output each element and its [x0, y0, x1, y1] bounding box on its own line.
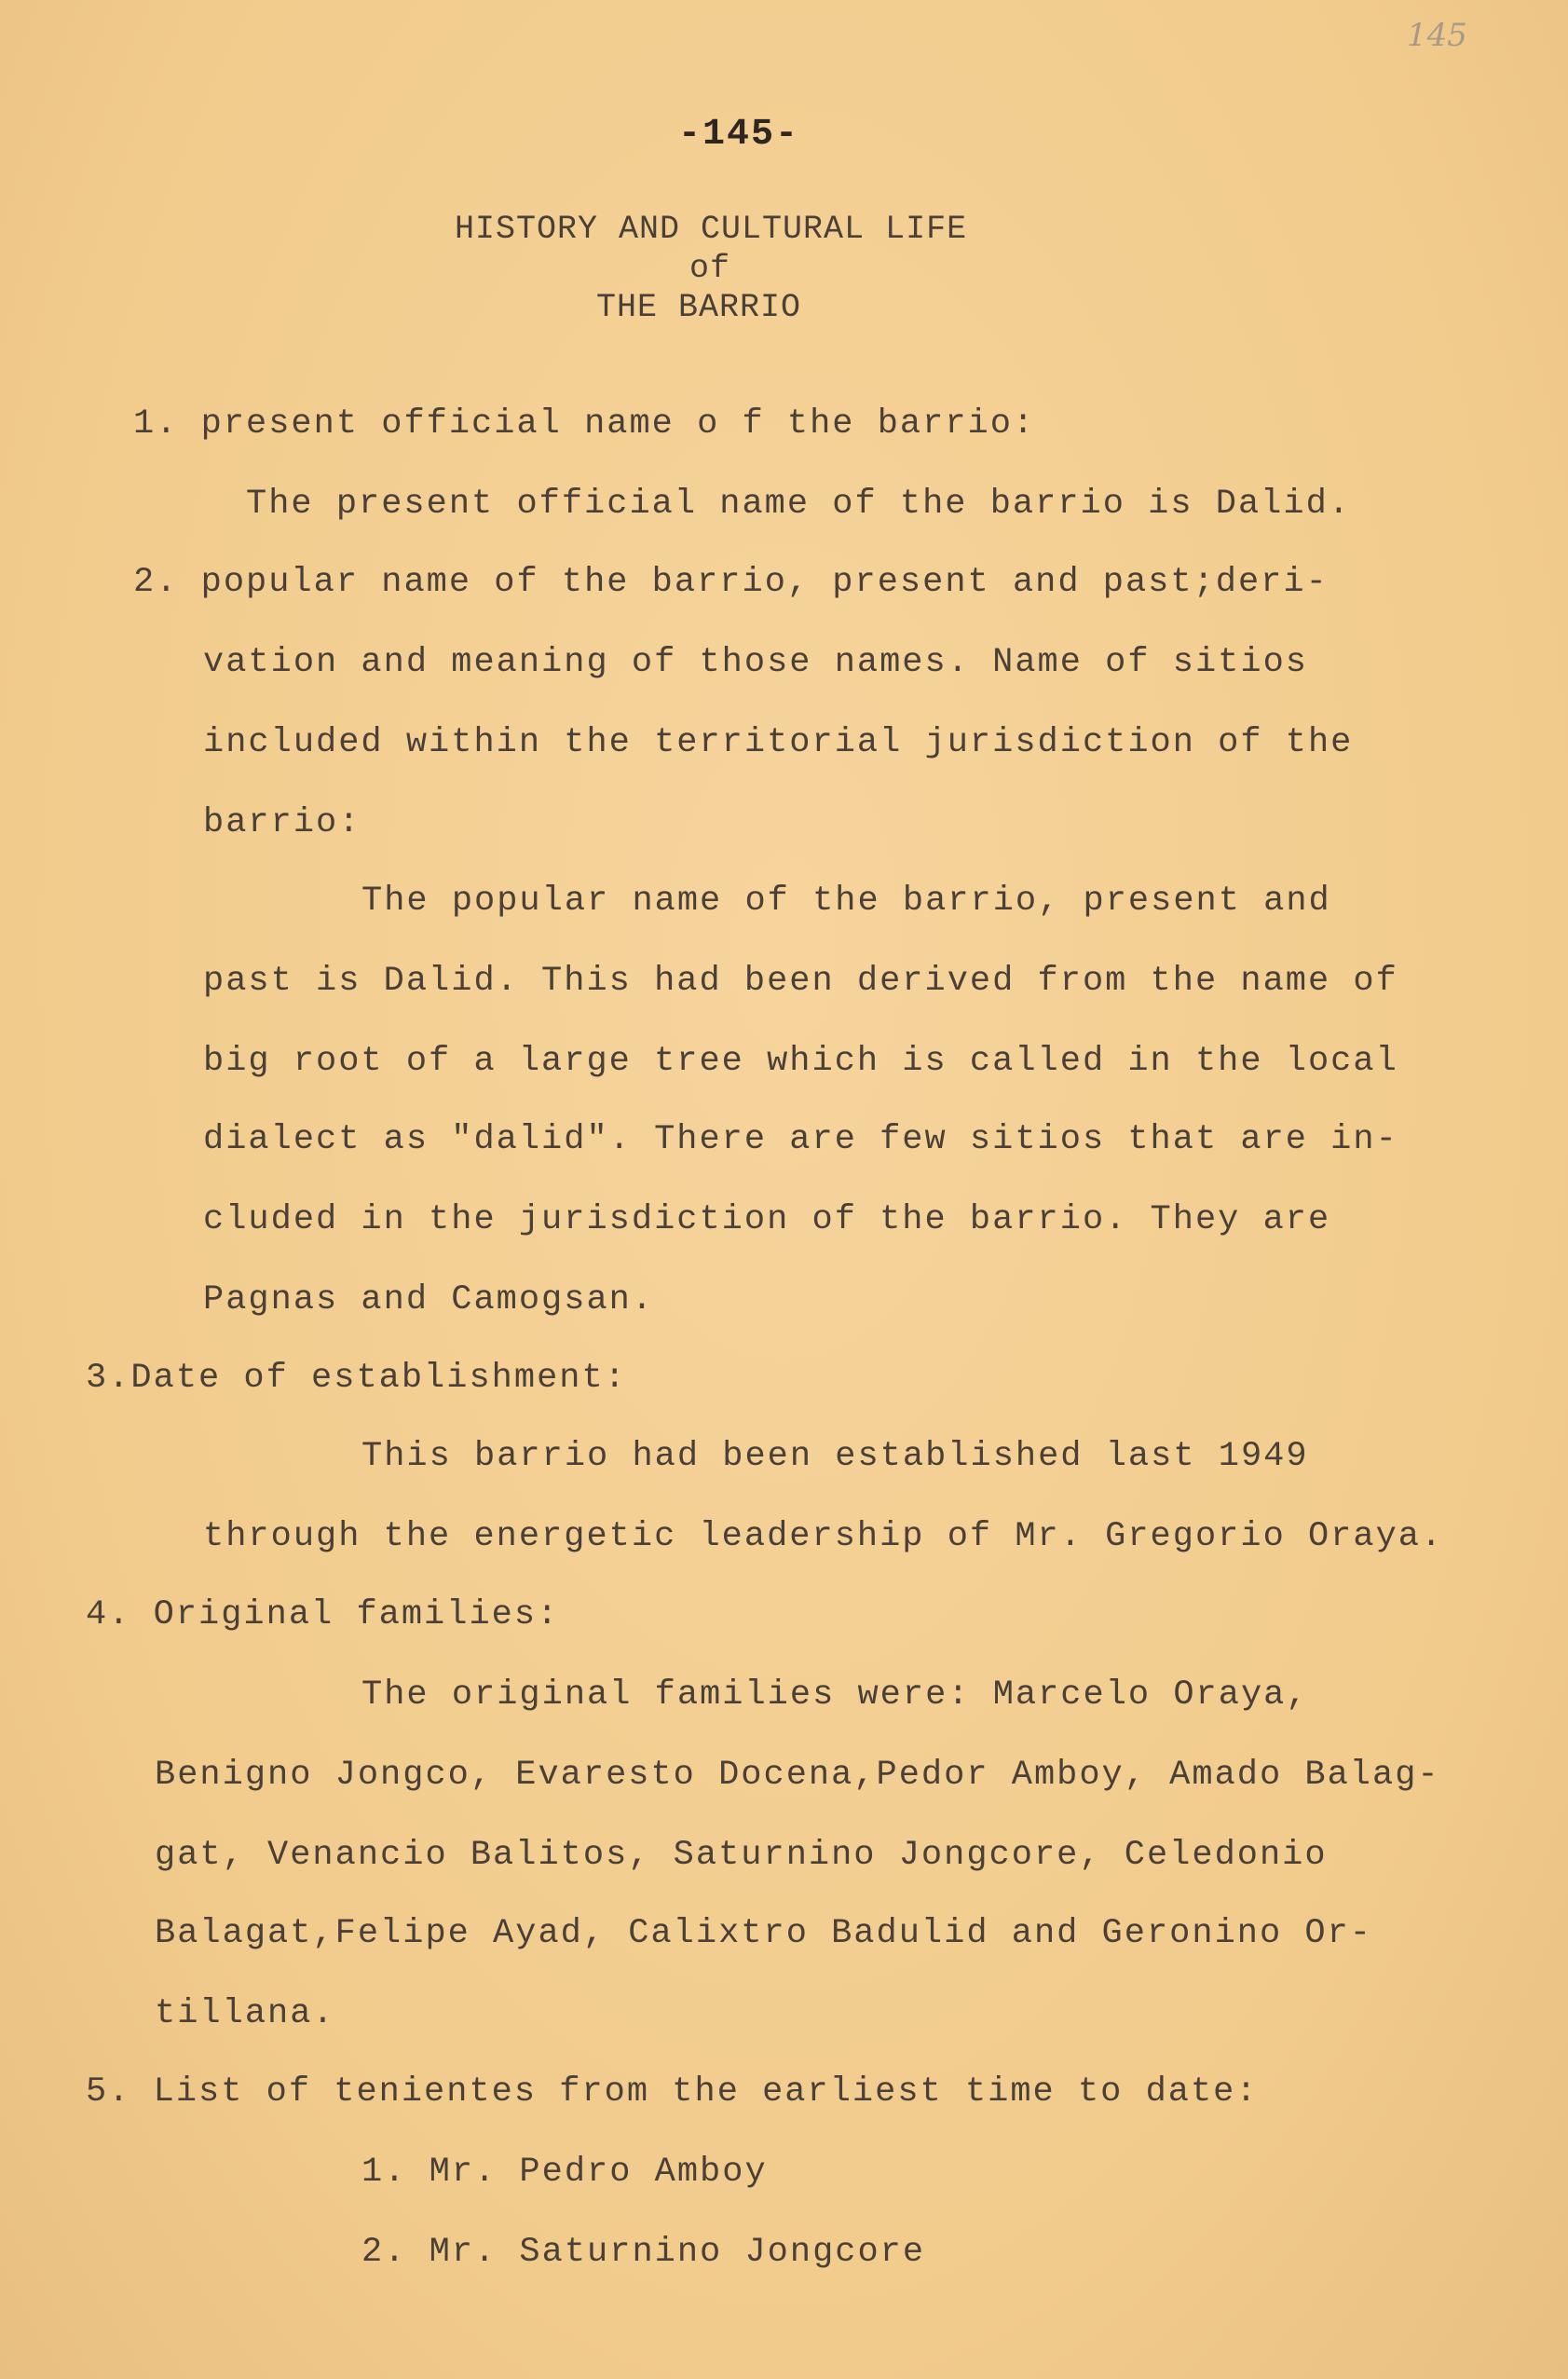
page-number: -145-: [678, 114, 800, 156]
item-1-answer: The present official name of the barrio is Dalid.: [246, 485, 1351, 524]
item-2-answer-cont: Pagnas and Camogsan.: [203, 1280, 655, 1319]
item-2-heading-cont: included within the territorial jurisdiction of the: [203, 723, 1354, 762]
item-4-answer-cont: Benigno Jongco, Evaresto Docena,Pedor Amboy, Amado Balag-: [155, 1756, 1440, 1795]
title-line-2: of: [689, 250, 731, 287]
item-2-answer-cont: cluded in the jurisdiction of the barrio. They are: [203, 1200, 1331, 1239]
item-1-heading: 1. present official name o f the barrio:: [133, 404, 1036, 444]
item-4-heading: 4. Original families:: [86, 1595, 560, 1634]
title-line-3: THE BARRIO: [596, 289, 802, 326]
item-2-heading-cont: barrio:: [203, 803, 361, 842]
item-2-answer-cont: big root of a large tree which is called in the local: [203, 1042, 1398, 1081]
teniente-2: 2. Mr. Saturnino Jongcore: [361, 2233, 926, 2272]
item-2-answer: The popular name of the barrio, present and: [361, 882, 1331, 921]
item-4-answer-cont: Balagat,Felipe Ayad, Calixtro Badulid and Geronino Or-: [155, 1914, 1372, 1953]
item-4-answer-cont: gat, Venancio Balitos, Saturnino Jongcore, Celedonio: [155, 1836, 1328, 1875]
item-4-answer-cont: tillana.: [155, 1994, 335, 2033]
item-4-answer: The original families were: Marcelo Oraya,: [361, 1675, 1309, 1715]
item-2-answer-cont: past is Dalid. This had been derived from the name of: [203, 962, 1398, 1001]
title-line-1: HISTORY AND CULTURAL LIFE: [455, 211, 968, 248]
teniente-1: 1. Mr. Pedro Amboy: [361, 2153, 768, 2192]
item-2-heading: 2. popular name of the barrio, present and past;deri-: [133, 563, 1329, 602]
item-3-answer-cont: through the energetic leadership of Mr. Gregorio Oraya.: [203, 1517, 1444, 1556]
item-2-heading-cont: vation and meaning of those names. Name of sitios: [203, 643, 1308, 682]
item-2-answer-cont: dialect as "dalid". There are few sitios that are in-: [203, 1120, 1398, 1159]
item-3-heading: 3.Date of establishment:: [86, 1359, 627, 1398]
corner-page-mark: 145: [1407, 17, 1467, 54]
item-3-answer: This barrio had been established last 1949: [361, 1437, 1309, 1476]
item-5-heading: 5. List of tenientes from the earliest time to date:: [86, 2072, 1259, 2112]
